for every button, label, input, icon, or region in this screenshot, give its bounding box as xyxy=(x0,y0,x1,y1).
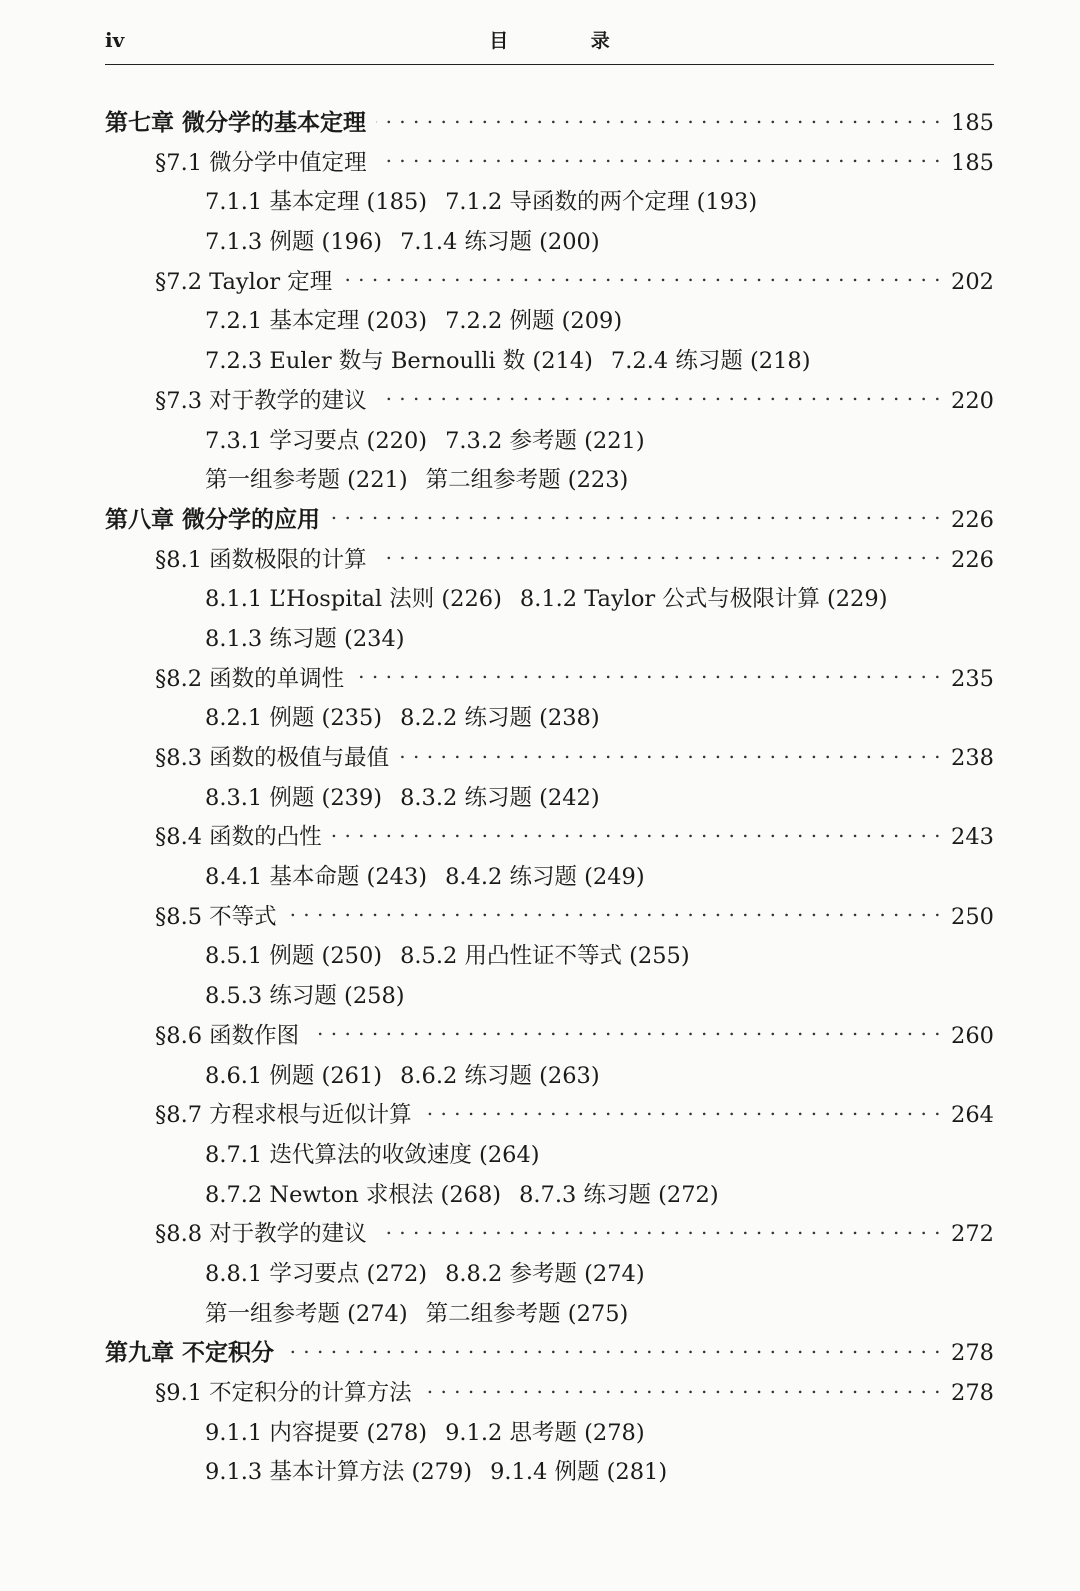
toc-subsection-line xyxy=(105,1136,994,1176)
toc-subsection-item: 8.8.1 学习要点 (272) xyxy=(205,1260,428,1287)
toc-subsection-item: 第二组参考题 (275) xyxy=(425,1300,629,1327)
toc-subsection-item: 8.5.2 用凸性证不等式 (255) xyxy=(400,943,690,970)
dot-leader xyxy=(377,147,941,170)
section-title: §8.3 函数的极值与最值 xyxy=(155,745,390,771)
toc-subsection-line xyxy=(105,937,994,977)
dot-leader xyxy=(287,901,941,924)
dot-leader xyxy=(354,663,941,686)
toc-section-entry xyxy=(105,382,994,422)
section-title: §8.1 函数极限的计算 xyxy=(155,546,367,573)
toc-subsection-line xyxy=(105,461,994,501)
toc-subsection-item: 第一组参考题 (274) xyxy=(205,1300,408,1327)
toc-subsection-item: 8.7.3 练习题 (272) xyxy=(519,1181,719,1208)
toc-subsection-item: 8.6.2 练习题 (263) xyxy=(400,1062,600,1089)
section-title: §7.2 Taylor 定理 xyxy=(155,268,333,295)
toc-subsection-item: 第一组参考题 (221) xyxy=(205,467,408,494)
toc-section-entry xyxy=(105,898,994,938)
dot-leader xyxy=(422,1378,941,1401)
toc-subsection-item: 7.2.4 练习题 (218) xyxy=(610,348,811,375)
toc-subsection-line xyxy=(105,779,994,819)
toc-subsection-item: 8.5.3 练习题 (258) xyxy=(205,983,405,1010)
section-title: §7.3 对于教学的建议 xyxy=(155,387,367,414)
toc-section-entry xyxy=(105,739,994,779)
toc-section-entry xyxy=(105,1215,994,1255)
toc-subsection-item: 8.7.1 迭代算法的收敛速度 (264) xyxy=(205,1141,540,1168)
toc-subsection-line xyxy=(105,1255,994,1295)
page-ref: 238 xyxy=(951,745,994,771)
toc-subsection-item: 7.1.3 例题 (196) xyxy=(205,229,383,256)
toc-subsection-item: 8.4.1 基本命题 (243) xyxy=(205,864,428,891)
toc-subsection-line xyxy=(105,302,994,342)
toc-subsection-item: 8.3.1 例题 (239) xyxy=(205,784,383,811)
section-title: §7.1 微分学中值定理 xyxy=(155,149,367,176)
toc-subsection-item: 7.1.1 基本定理 (185) xyxy=(205,189,428,216)
section-title: §9.1 不定积分的计算方法 xyxy=(155,1380,412,1406)
toc-section-entry xyxy=(105,541,994,581)
dot-leader xyxy=(377,544,941,567)
page-ref: 264 xyxy=(951,1102,994,1129)
page-ref: 185 xyxy=(951,110,994,136)
toc-subsection-item: 8.2.1 例题 (235) xyxy=(205,705,383,732)
page-ref: 226 xyxy=(951,546,994,573)
toc-subsection-item: 8.4.2 练习题 (249) xyxy=(445,864,645,891)
toc-section-entry xyxy=(105,660,994,700)
page-ref: 260 xyxy=(951,1022,994,1049)
table-of-contents xyxy=(105,104,994,1493)
toc-subsection-item: 9.1.1 内容提要 (278) xyxy=(205,1419,428,1446)
toc-subsection-item: 7.2.3 Euler 数与 Bernoulli 数 (214) xyxy=(205,348,593,375)
dot-leader xyxy=(399,743,941,766)
toc-subsection-item: 8.5.1 例题 (250) xyxy=(205,943,383,970)
page-ref: 250 xyxy=(951,903,994,930)
toc-subsection-line xyxy=(105,183,994,223)
dot-leader xyxy=(284,1338,941,1361)
page-ref: 235 xyxy=(951,665,994,692)
page-ref: 185 xyxy=(951,149,994,176)
toc-subsection-line xyxy=(105,223,994,263)
running-header xyxy=(105,22,994,65)
toc-section-entry xyxy=(105,1017,994,1057)
toc-subsection-item: 8.1.2 Taylor 公式与极限计算 (229) xyxy=(519,586,888,613)
dot-leader xyxy=(377,385,941,408)
toc-subsection-item: 8.1.3 练习题 (234) xyxy=(205,625,405,652)
toc-subsection-item: 9.1.4 例题 (281) xyxy=(490,1459,668,1486)
toc-subsection-line xyxy=(105,699,994,739)
toc-subsection-line xyxy=(105,620,994,660)
toc-subsection-line xyxy=(105,580,994,620)
toc-subsection-item: 7.2.2 例题 (209) xyxy=(445,308,623,335)
toc-section-entry xyxy=(105,818,994,858)
toc-subsection-line xyxy=(105,858,994,898)
toc-subsection-item: 8.1.1 L’Hospital 法则 (226) xyxy=(205,586,502,613)
toc-subsection-line xyxy=(105,422,994,462)
chapter-title: 第七章 微分学的基本定理 xyxy=(105,110,367,136)
toc-chapter-entry xyxy=(105,104,994,144)
section-title: §8.7 方程求根与近似计算 xyxy=(155,1102,412,1129)
dot-leader xyxy=(330,504,941,527)
page-number: iv xyxy=(105,28,125,52)
toc-subsection-item: 9.1.2 思考题 (278) xyxy=(445,1419,645,1446)
toc-section-entry xyxy=(105,144,994,184)
dot-leader xyxy=(376,108,941,131)
toc-section-entry xyxy=(105,1374,994,1414)
toc-subsection-item: 7.3.1 学习要点 (220) xyxy=(205,427,428,454)
dot-leader xyxy=(342,266,941,289)
toc-subsection-item: 第二组参考题 (223) xyxy=(425,467,629,494)
page-ref: 226 xyxy=(951,506,994,533)
toc-chapter-entry xyxy=(105,1334,994,1374)
toc-subsection-line xyxy=(105,1057,994,1097)
dot-leader xyxy=(422,1100,941,1123)
toc-subsection-line xyxy=(105,1414,994,1454)
toc-subsection-item: 7.1.2 导函数的两个定理 (193) xyxy=(445,189,758,216)
page-ref: 220 xyxy=(951,387,994,414)
toc-chapter-entry xyxy=(105,501,994,541)
toc-subsection-line xyxy=(105,977,994,1017)
toc-subsection-line xyxy=(105,342,994,382)
section-title: §8.4 函数的凸性 xyxy=(155,824,322,851)
chapter-title: 第九章 不定积分 xyxy=(105,1340,275,1367)
toc-subsection-item: 7.3.2 参考题 (221) xyxy=(445,427,645,454)
toc-subsection-line xyxy=(105,1176,994,1216)
toc-subsection-item: 8.8.2 参考题 (274) xyxy=(445,1260,645,1287)
toc-subsection-item: 7.1.4 练习题 (200) xyxy=(400,229,600,256)
chapter-title: 第八章 微分学的应用 xyxy=(105,506,321,533)
section-title: §8.8 对于教学的建议 xyxy=(155,1221,367,1248)
running-title: 目 录 xyxy=(489,30,648,52)
toc-subsection-line xyxy=(105,1453,994,1493)
page-ref: 202 xyxy=(951,268,994,295)
page-ref: 278 xyxy=(951,1380,994,1406)
section-title: §8.6 函数作图 xyxy=(155,1022,300,1049)
toc-subsection-item: 8.7.2 Newton 求根法 (268) xyxy=(205,1181,502,1208)
page-ref: 272 xyxy=(951,1221,994,1248)
dot-leader xyxy=(377,1219,941,1242)
toc-subsection-item: 8.6.1 例题 (261) xyxy=(205,1062,383,1089)
toc-section-entry xyxy=(105,1096,994,1136)
toc-subsection-item: 8.3.2 练习题 (242) xyxy=(400,784,600,811)
toc-section-entry xyxy=(105,263,994,303)
toc-subsection-item: 7.2.1 基本定理 (203) xyxy=(205,308,428,335)
dot-leader xyxy=(332,822,941,845)
dot-leader xyxy=(309,1020,941,1043)
page-ref: 278 xyxy=(951,1340,994,1367)
page-ref: 243 xyxy=(951,824,994,851)
toc-subsection-line xyxy=(105,1295,994,1335)
toc-subsection-item: 9.1.3 基本计算方法 (279) xyxy=(205,1459,473,1486)
section-title: §8.5 不等式 xyxy=(155,903,277,930)
section-title: §8.2 函数的单调性 xyxy=(155,665,345,692)
toc-subsection-item: 8.2.2 练习题 (238) xyxy=(400,705,600,732)
